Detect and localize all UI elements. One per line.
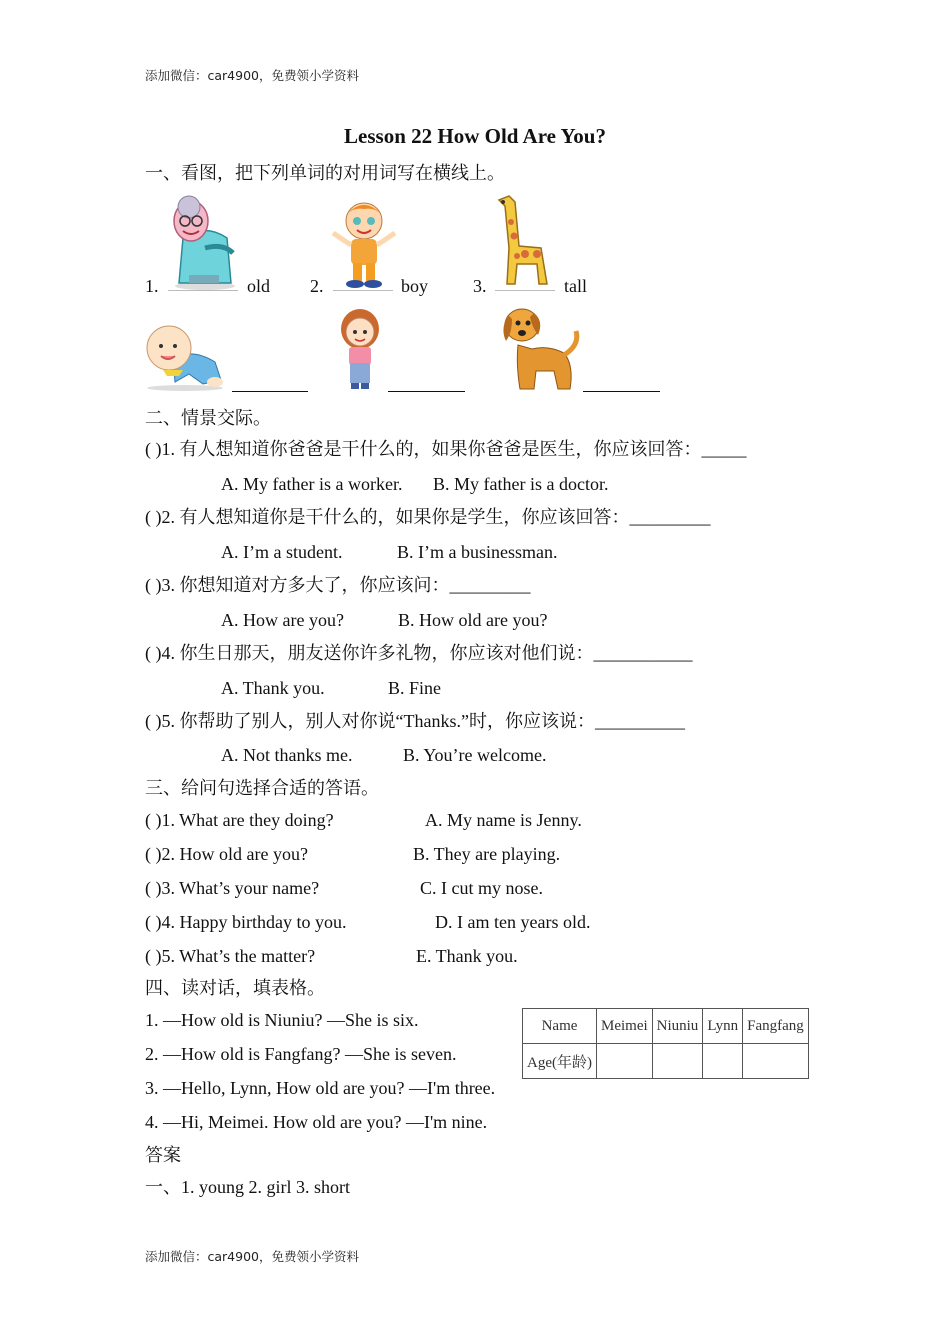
s3-a2: B. They are playing.	[413, 844, 561, 864]
s2-q2-bracket: ( )	[145, 507, 162, 527]
s2-q1	[145, 438, 747, 460]
table-header-meimei: Meimei	[596, 1009, 652, 1044]
s3-q5: ( )5. What’s the matter?	[145, 946, 316, 966]
dialogue-line-2: 2. —How old is Fangfang? —She is seven.	[145, 1044, 457, 1064]
s2-q4-bracket: ( )	[145, 643, 162, 663]
s2-q2-text: 2. 有人想知道你是干什么的，如果你是学生，你应该回答：_________	[161, 507, 711, 527]
grandma-picture	[165, 193, 245, 291]
s3-q4: ( )4. Happy birthday to you.	[145, 912, 347, 932]
s3-q3: ( )3. What’s your name?	[145, 878, 320, 898]
s3-a1: A. My name is Jenny.	[425, 810, 582, 830]
age-table-age-row	[523, 1044, 809, 1079]
section1-heading: 一、看图，把下列单词的对用词写在横线上。	[145, 163, 505, 183]
answers-line-1: 一、1. young 2. girl 3. short	[145, 1177, 350, 1197]
s2-q4-option-b: B. Fine	[388, 678, 442, 698]
s2-q5	[145, 710, 685, 732]
girl-picture	[335, 307, 385, 391]
s2-q3-bracket: ( )	[145, 575, 162, 595]
item5-answer-line	[388, 391, 465, 392]
item1-number: 1.	[145, 276, 159, 296]
s3-a3: C. I cut my nose.	[420, 878, 543, 898]
section2-heading: 二、情景交际。	[145, 408, 271, 428]
age-table-header-row	[523, 1009, 809, 1044]
footer-note: 添加微信：car4900，免费领小学资料	[145, 1249, 359, 1264]
age-cell-niuniu[interactable]	[652, 1044, 703, 1079]
page-title: Lesson 22 How Old Are You?	[344, 124, 606, 148]
s2-q4-option-a: A. Thank you.	[221, 678, 325, 698]
section4-heading: 四、读对话，填表格。	[145, 978, 325, 998]
age-cell-meimei[interactable]	[596, 1044, 652, 1079]
s2-q5-option-b: B. You’re welcome.	[403, 745, 547, 765]
header-note: 添加微信：car4900，免费领小学资料	[145, 68, 359, 83]
s2-q1-option-b: B. My father is a doctor.	[433, 474, 609, 494]
s2-q2-option-b: B. I’m a businessman.	[397, 542, 558, 562]
item1-word: old	[247, 276, 271, 296]
s2-q5-text: 5. 你帮助了别人，别人对你说“Thanks.”时，你应该说：__________	[161, 711, 685, 731]
s2-q3	[145, 574, 531, 596]
table-row-label-age: Age(年龄)	[523, 1044, 597, 1079]
s2-q1-bracket: ( )	[145, 439, 162, 459]
age-table	[522, 1008, 809, 1079]
table-header-lynn: Lynn	[703, 1009, 743, 1044]
s3-q1: ( )1. What are they doing?	[145, 810, 334, 830]
item2-number: 2.	[310, 276, 324, 296]
s3-a4: D. I am ten years old.	[435, 912, 591, 932]
s2-q1-text: 1. 有人想知道你爸爸是干什么的，如果你爸爸是医生，你应该回答：_____	[161, 439, 747, 459]
s2-q2	[145, 506, 711, 528]
table-header-name: Name	[523, 1009, 597, 1044]
age-cell-lynn[interactable]	[703, 1044, 743, 1079]
item3-answer-line	[495, 290, 555, 291]
table-header-fangfang: Fangfang	[743, 1009, 809, 1044]
age-cell-fangfang[interactable]	[743, 1044, 809, 1079]
giraffe-picture	[489, 192, 555, 290]
s2-q4-text: 4. 你生日那天，朋友送你许多礼物，你应该对他们说：___________	[161, 643, 693, 663]
item4-answer-line	[232, 391, 308, 392]
answers-heading: 答案	[145, 1145, 181, 1165]
s3-q2: ( )2. How old are you?	[145, 844, 308, 864]
s2-q5-bracket: ( )	[145, 711, 162, 731]
dialogue-line-3: 3. —Hello, Lynn, How old are you? —I'm three.	[145, 1078, 496, 1098]
s2-q3-text: 3. 你想知道对方多大了，你应该问：_________	[161, 575, 531, 595]
section3-heading: 三、给问句选择合适的答语。	[145, 778, 379, 798]
dialogue-line-1: 1. —How old is Niuniu? —She is six.	[145, 1010, 419, 1030]
s2-q3-option-a: A. How are you?	[221, 610, 344, 630]
item2-word: boy	[401, 276, 428, 296]
baby-picture	[143, 318, 227, 392]
s2-q3-option-b: B. How old are you?	[398, 610, 548, 630]
dialogue-line-4: 4. —Hi, Meimei. How old are you? —I'm nine.	[145, 1112, 488, 1132]
s2-q5-option-a: A. Not thanks me.	[221, 745, 353, 765]
s2-q1-option-a: A. My father is a worker.	[221, 474, 403, 494]
table-header-niuniu: Niuniu	[652, 1009, 703, 1044]
dog-picture	[498, 305, 580, 393]
s2-q4	[145, 642, 693, 664]
item6-answer-line	[583, 391, 660, 392]
item2-answer-line	[333, 290, 393, 291]
s2-q2-option-a: A. I’m a student.	[221, 542, 343, 562]
s3-a5: E. Thank you.	[416, 946, 518, 966]
item3-word: tall	[564, 276, 587, 296]
item1-answer-line	[168, 290, 238, 291]
item3-number: 3.	[473, 276, 487, 296]
boy-picture	[327, 197, 401, 289]
